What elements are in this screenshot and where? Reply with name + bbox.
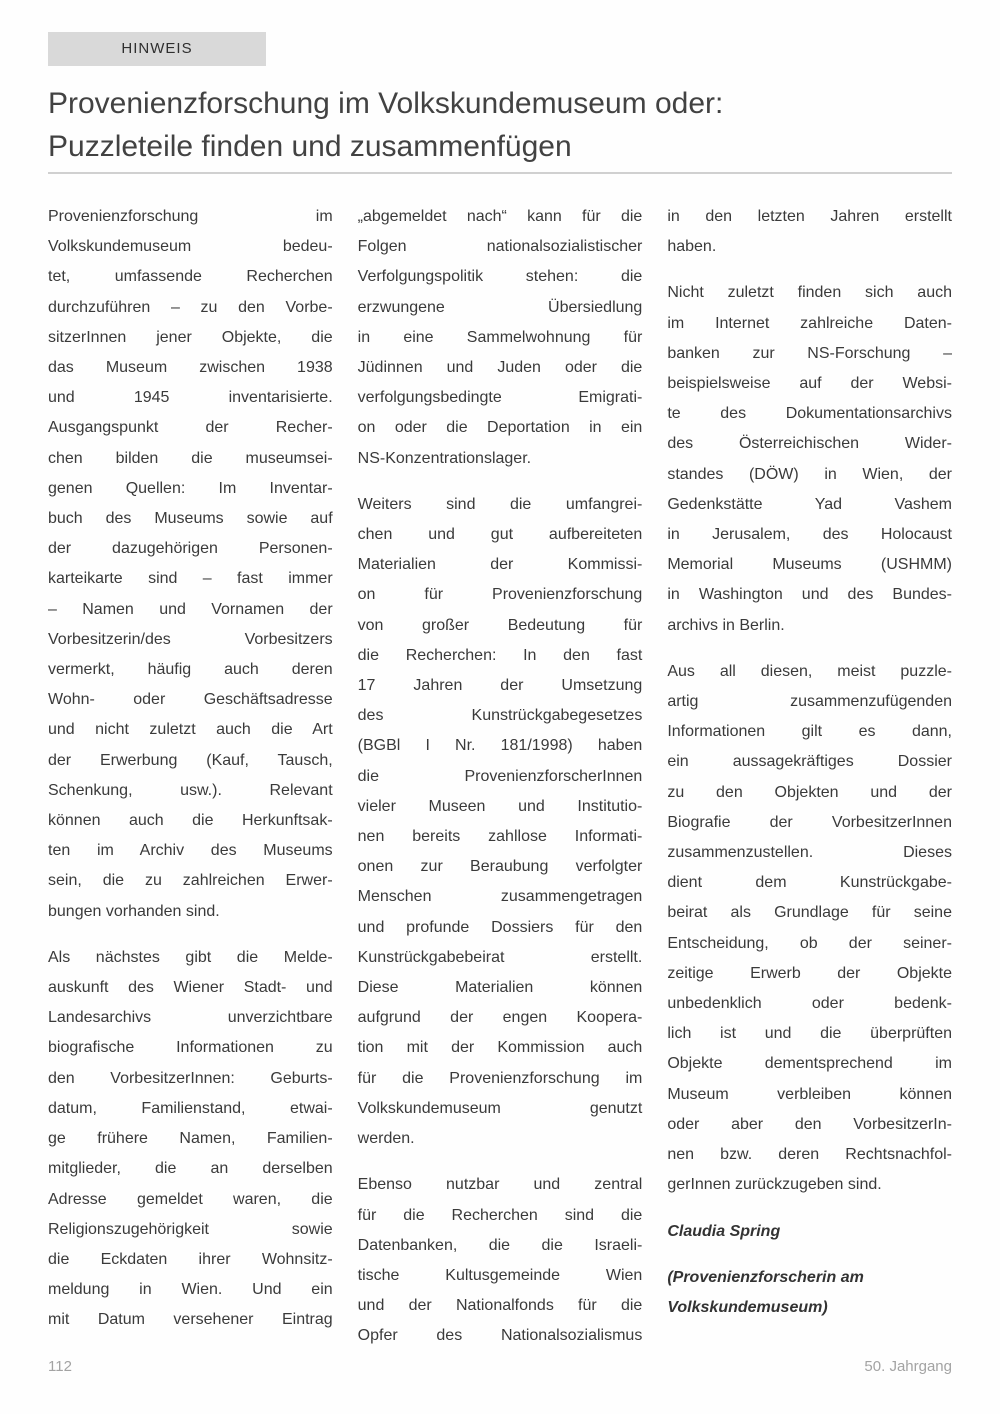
body-paragraph	[48, 943, 333, 1336]
text-line: Als nächstes gibt die Melde-	[48, 948, 333, 966]
text-line: chen und gut aufbereiteten	[357, 526, 643, 544]
text-line: Wohn- oder Geschäftsadresse	[48, 691, 333, 709]
text-line: haben.	[667, 238, 717, 256]
body-paragraph	[667, 202, 952, 262]
text-line: – Namen und Vornamen der	[48, 600, 333, 618]
text-line: und profunde Dossiers für den	[357, 918, 643, 936]
text-line: auskunft des Wiener Stadt- und	[48, 979, 333, 997]
text-line: Gedenkstätte Yad Vashem	[667, 495, 952, 513]
text-line: Museum verbleiben können	[667, 1085, 952, 1103]
text-line: tet, umfassende Recherchen	[48, 268, 333, 286]
text-line: vieler Museen und Institutio-	[357, 797, 643, 815]
text-line: des Österreichischen Wider-	[667, 435, 952, 453]
text-line: Nicht zuletzt finden sich auch	[667, 284, 952, 302]
body-paragraph	[358, 490, 643, 1154]
text-line: die ProvenienzforscherInnen	[357, 767, 643, 785]
text-line: sitzerInnen jener Objekte, die	[48, 328, 333, 346]
text-line: der dazugehörigen Personen-	[48, 540, 333, 558]
text-line: zusammenzustellen. Dieses	[667, 844, 952, 862]
text-line: Volkskundemuseum)	[667, 1298, 828, 1316]
text-line: bungen vorhanden sind.	[48, 902, 220, 920]
body-paragraph	[48, 202, 333, 927]
text-line: durchzuführen – zu den Vorbe-	[48, 298, 333, 316]
text-line: vermerkt, häufig auch deren	[48, 661, 333, 679]
body-paragraph	[358, 202, 643, 474]
text-column-3	[667, 202, 952, 1368]
text-line: Landesarchivs unverzichtbare	[48, 1009, 333, 1027]
page-footer	[48, 1358, 952, 1375]
text-line: und der Nationalfonds für die	[357, 1297, 643, 1315]
text-line: lich ist und die überprüften	[667, 1025, 952, 1043]
text-line: ge frühere Namen, Familien-	[48, 1130, 333, 1148]
article-title-line1: Provenienzforschung im Volkskundemuseum oder:	[48, 87, 724, 120]
text-line: Informationen gilt es dann,	[667, 723, 952, 741]
article-title	[48, 82, 952, 168]
text-line: Verfolgungspolitik stehen: die	[357, 268, 643, 286]
text-line: für die Provenienzforschung im	[357, 1069, 643, 1087]
text-line: sein, die zu zahlreichen Erwer-	[48, 872, 333, 890]
text-line: NS-Konzentrationslager.	[357, 449, 532, 467]
text-line: die Recherchen: In den fast	[357, 646, 643, 664]
text-line: banken zur NS-Forschung –	[667, 344, 952, 362]
text-line: Schenkung, usw.). Relevant	[48, 781, 333, 799]
text-line: ten im Archiv des Museums	[48, 842, 333, 860]
text-line: Ausgangspunkt der Recher-	[48, 419, 333, 437]
text-line: „abgemeldet nach“ kann für die	[357, 208, 643, 225]
text-line: on oder die Deportation in ein	[357, 419, 643, 437]
text-line: artig zusammenzufügenden	[667, 693, 952, 711]
text-line: Jüdinnen und Juden oder die	[357, 359, 643, 377]
text-line: archivs in Berlin.	[667, 616, 785, 634]
text-line: der Erwerbung (Kauf, Tausch,	[48, 751, 333, 769]
text-line: 17 Jahren der Umsetzung	[357, 677, 643, 695]
page-number: 112	[48, 1358, 72, 1375]
text-line: Opfer des Nationalsozialismus	[357, 1327, 643, 1345]
text-line: (Provenienzforscherin am	[667, 1268, 864, 1286]
text-line: können auch die Herkunftsak-	[48, 812, 333, 830]
text-line: des Kunstrückgabegesetzes	[357, 707, 643, 725]
text-line: aufgrund der engen Koopera-	[357, 1009, 643, 1027]
text-line: in Washington und des Bundes-	[667, 586, 952, 604]
text-line: Volkskundemuseum bedeu-	[48, 238, 333, 256]
text-line: karteikarte sind – fast immer	[48, 570, 333, 588]
text-line: Ebenso nutzbar und zentral	[357, 1176, 643, 1194]
text-line: für die Recherchen sind die	[357, 1206, 643, 1224]
text-line: im Internet zahlreiche Daten-	[667, 314, 952, 332]
text-line: Diese Materialien können	[357, 979, 643, 997]
hinweis-tag: HINWEIS	[48, 32, 266, 66]
text-column-1	[48, 202, 333, 1368]
text-line: von großer Bedeutung für	[357, 616, 643, 634]
text-line: Aus all diesen, meist puzzle-	[667, 662, 952, 680]
text-line: und 1945 inventarisierte.	[48, 389, 333, 407]
text-line: zeitige Erwerb der Objekte	[667, 964, 952, 982]
text-line: nen bereits zahllose Informati-	[357, 828, 643, 846]
text-line: buch des Museums sowie auf	[48, 510, 333, 528]
text-line: die Eckdaten ihrer Wohnsitz-	[48, 1250, 333, 1268]
text-line: werden.	[357, 1130, 415, 1148]
text-column-2	[358, 202, 643, 1368]
text-line: Materialien der Kommissi-	[357, 556, 643, 574]
text-line: Objekte dementsprechend im	[667, 1055, 952, 1073]
text-line: gerInnen zurückzugeben sind.	[667, 1176, 882, 1194]
text-line: Claudia Spring	[667, 1222, 781, 1240]
text-line: das Museum zwischen 1938	[48, 359, 333, 377]
text-line: mitglieder, die an derselben	[48, 1160, 333, 1178]
text-line: in eine Sammelwohnung für	[357, 328, 643, 346]
text-line: ein aussagekräftiges Dossier	[667, 753, 952, 771]
volume-label: 50. Jahrgang	[864, 1358, 952, 1375]
text-line: (BGBl I Nr. 181/1998) haben	[357, 737, 643, 755]
text-line: standes (DÖW) in Wien, der	[667, 465, 952, 483]
text-line: Adresse gemeldet waren, die	[48, 1190, 333, 1208]
text-line: in den letzten Jahren erstellt	[667, 208, 952, 225]
text-line: Biografie der VorbesitzerInnen	[667, 813, 952, 831]
text-line: dient dem Kunstrückgabe-	[667, 874, 952, 892]
text-line: den VorbesitzerInnen: Geburts-	[48, 1069, 333, 1087]
text-line: Folgen nationalsozialistischer	[357, 238, 643, 256]
text-line: Kunstrückgabebeirat erstellt.	[357, 948, 643, 966]
text-line: Memorial Museums (USHMM)	[667, 556, 952, 574]
byline-paragraph	[667, 1263, 952, 1323]
divider-rule	[48, 172, 952, 174]
text-line: Religionszugehörigkeit sowie	[48, 1220, 333, 1238]
text-line: genen Quellen: Im Inventar-	[48, 479, 333, 497]
text-line: tische Kultusgemeinde Wien	[357, 1266, 643, 1284]
article-title-line2: Puzzleteile finden und zusammenfügen	[48, 130, 572, 163]
text-line: Datenbanken, die die Israeli-	[357, 1236, 643, 1254]
text-line: verfolgungsbedingte Emigrati-	[357, 389, 643, 407]
text-line: Menschen zusammengetragen	[357, 888, 643, 906]
text-line: unbedenklich oder bedenk-	[667, 995, 952, 1013]
body-paragraph	[667, 278, 952, 640]
text-line: zu den Objekten und der	[667, 783, 952, 801]
text-line: mit Datum versehener Eintrag	[48, 1311, 333, 1329]
text-line: beirat als Grundlage für seine	[667, 904, 952, 922]
text-line: onen zur Beraubung verfolgter	[357, 858, 643, 876]
text-line: biografische Informationen zu	[48, 1039, 333, 1057]
body-paragraph	[667, 657, 952, 1201]
text-line: Entscheidung, ob der seiner-	[667, 934, 952, 952]
text-line: Weiters sind die umfangrei-	[357, 495, 643, 513]
body-paragraph	[358, 1170, 643, 1351]
text-line: oder aber den VorbesitzerIn-	[667, 1115, 952, 1133]
text-line: Volkskundemuseum genutzt	[357, 1099, 643, 1117]
text-line: nen bzw. deren Rechtsnachfol-	[667, 1146, 952, 1164]
text-line: te des Dokumentationsarchivs	[667, 405, 952, 423]
text-line: in Jerusalem, des Holocaust	[667, 526, 952, 544]
text-line: Provenienzforschung im	[48, 208, 333, 225]
text-line: und nicht zuletzt auch die Art	[48, 721, 333, 739]
text-line: erzwungene Übersiedlung	[357, 298, 643, 316]
text-line: chen bilden die museumsei-	[48, 449, 333, 467]
text-line: on für Provenienzforschung	[357, 586, 643, 604]
text-line: tion mit der Kommission auch	[357, 1039, 643, 1057]
article-body-columns	[48, 202, 952, 1368]
text-line: datum, Familienstand, etwai-	[48, 1099, 333, 1117]
text-line: Vorbesitzerin/des Vorbesitzers	[48, 630, 333, 648]
byline-paragraph	[667, 1217, 952, 1247]
text-line: meldung in Wien. Und ein	[48, 1281, 333, 1299]
text-line: beispielsweise auf der Websi-	[667, 375, 952, 393]
